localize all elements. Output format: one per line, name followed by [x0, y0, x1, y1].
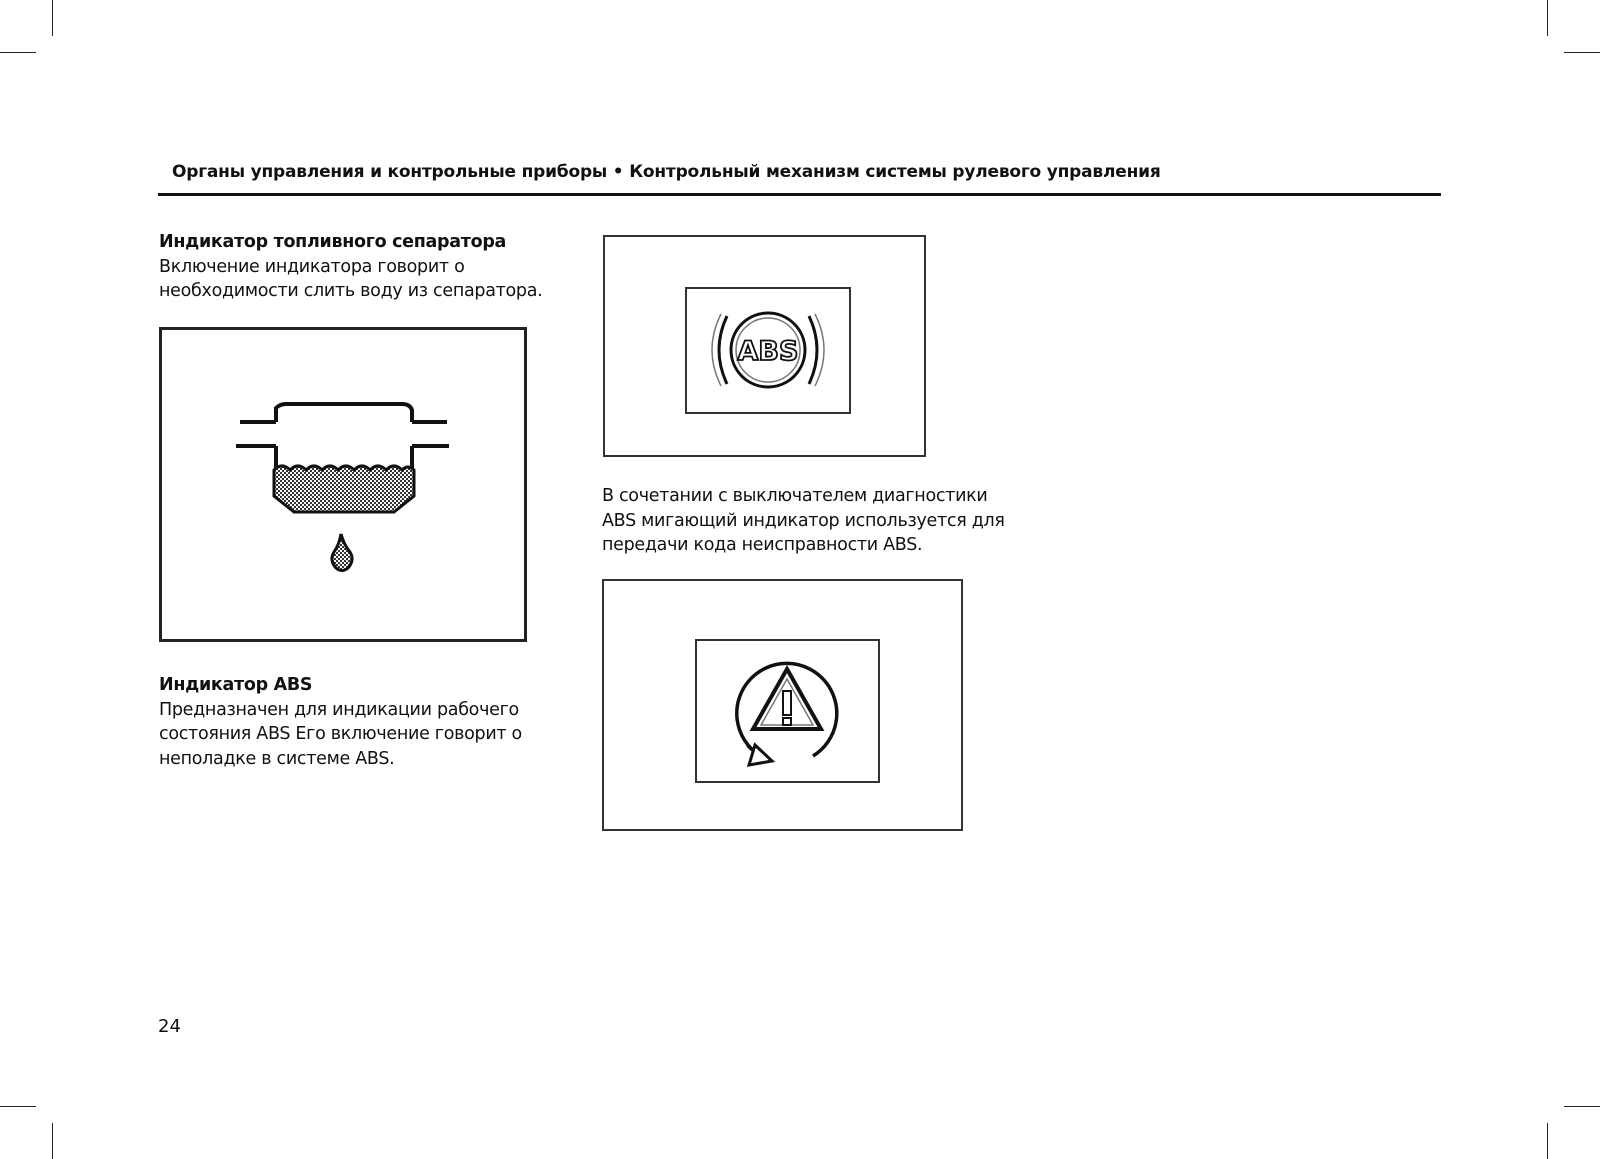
crop-mark: [52, 1123, 53, 1159]
abs-diagnostic-text-line: В сочетании с выключателем диагностики: [602, 486, 988, 506]
stability-icon-frame: [695, 639, 880, 783]
crop-mark: [0, 1106, 36, 1107]
header-rule: [158, 193, 1441, 196]
abs-text-line: Предназначен для индикации рабочего: [159, 699, 519, 720]
abs-text-line: неполадке в системе ABS.: [159, 748, 395, 769]
crop-mark: [1564, 52, 1600, 53]
abs-icon-label: ABS: [737, 336, 799, 367]
crop-mark: [1547, 0, 1548, 36]
fuel-separator-text-line: Включение индикатора говорит о: [159, 256, 465, 277]
fuel-separator-figure: [159, 327, 527, 642]
abs-section: [159, 673, 522, 771]
fuel-separator-heading: Индикатор топливного сепаратора: [159, 232, 507, 252]
fuel-separator-text-line: необходимости слить воду из сепаратора.: [159, 281, 543, 301]
abs-text-line: состояния ABS Его включение говорит о: [159, 724, 522, 744]
stability-warning-figure: [602, 579, 963, 831]
crop-mark: [52, 0, 53, 36]
fuel-separator-section: [159, 230, 542, 304]
fuel-separator-water-icon: [162, 330, 524, 639]
abs-warning-icon: [687, 289, 849, 412]
page-header-title: Органы управления и контрольные приборы • Контрольный механизм системы рулевого управления: [172, 162, 1161, 182]
abs-figure: [603, 235, 926, 457]
stability-control-warning-icon: [697, 641, 878, 781]
abs-diagnostic-section: [602, 484, 1005, 558]
abs-icon-frame: [685, 287, 851, 414]
page-number: 24: [158, 1016, 181, 1037]
crop-mark: [1564, 1106, 1600, 1107]
crop-mark: [1547, 1123, 1548, 1159]
abs-heading: Индикатор ABS: [159, 675, 313, 695]
abs-diagnostic-text-line: ABS мигающий индикатор используется для: [602, 510, 1005, 531]
abs-diagnostic-text-line: передачи кода неисправности ABS.: [602, 535, 923, 555]
crop-mark: [0, 52, 36, 53]
